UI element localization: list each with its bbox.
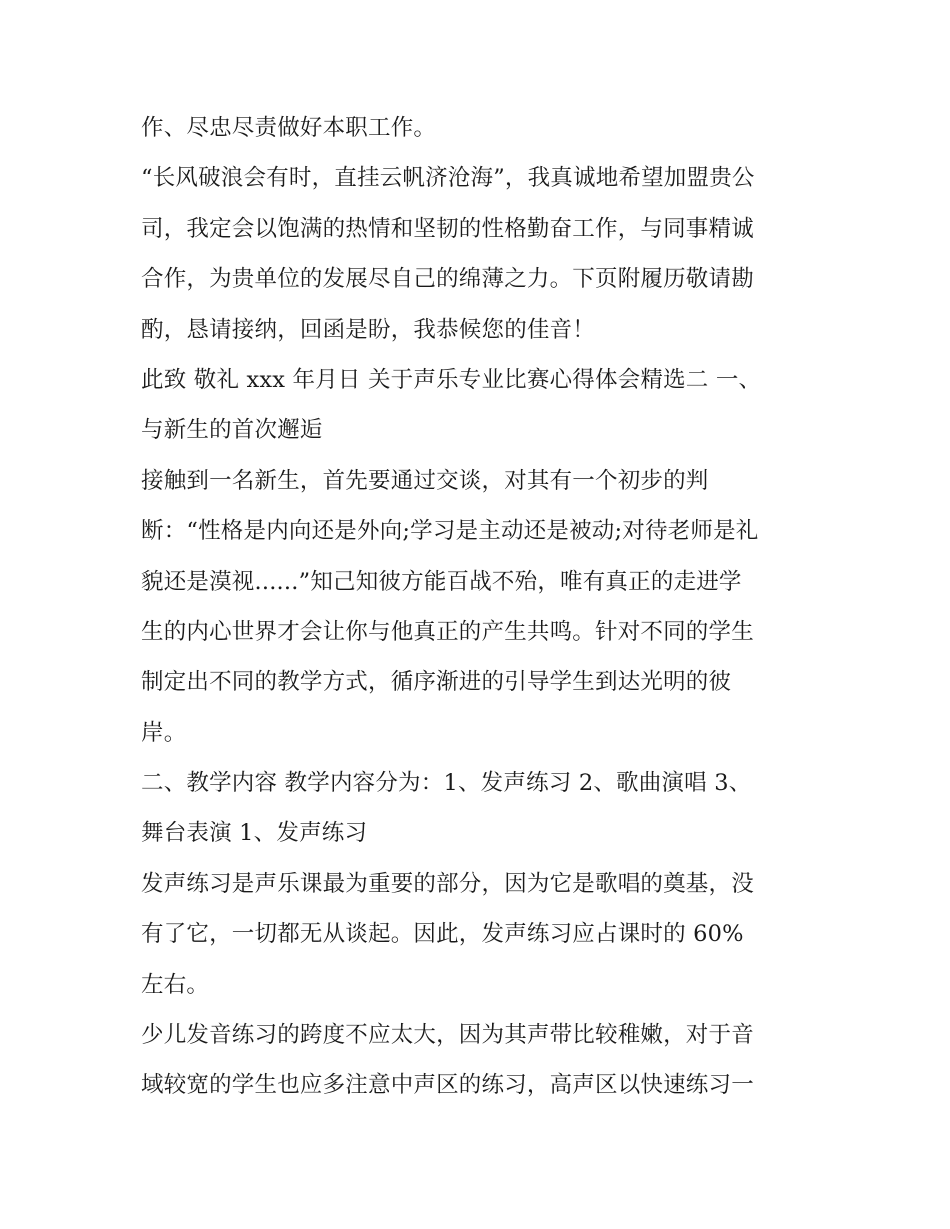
text-line: 酌，恳请接纳，回函是盼，我恭候您的佳音！ [141, 316, 596, 343]
text-line: 少儿发音练习的跨度不应太大，因为其声带比较稚嫩，对于音 [141, 1022, 754, 1049]
text-line: 发声练习是声乐课最为重要的部分，因为它是歌唱的奠基，没 [141, 870, 754, 897]
text-line: 有了它，一切都无从谈起。因此，发声练习应占课时的 60% [141, 921, 744, 948]
text-line: 接触到一名新生，首先要通过交谈，对其有一个初步的判 [141, 467, 709, 494]
text-line: 岸。 [141, 719, 187, 746]
paragraph [141, 763, 821, 864]
text-line: 二、教学内容 教学内容分为：1、发声练习 2、歌曲演唱 3、 [141, 770, 752, 797]
text-line: 貌还是漠视......”知己知彼方能百战不殆，唯有真正的走进学 [141, 568, 742, 595]
text-line: 司，我定会以饱满的热情和坚韧的性格勤奋工作，与同事精诚 [141, 215, 754, 242]
text-line: 与新生的首次邂逅 [141, 417, 323, 444]
text-line: 生的内心世界才会让你与他真正的产生共鸣。针对不同的学生 [141, 618, 754, 645]
paragraph [141, 108, 821, 158]
text-line: 此致 敬礼 xxx 年月日 关于声乐专业比赛心得体会精选二 一、 [141, 366, 762, 393]
text-line: 左右。 [141, 971, 210, 998]
text-line: 域较宽的学生也应多注意中声区的练习，高声区以快速练习一 [141, 1072, 754, 1099]
text-line: 作、尽忠尽责做好本职工作。 [141, 115, 437, 141]
paragraph [141, 864, 821, 1015]
text-line: 舞台表演 1、发声练习 [141, 820, 368, 847]
text-line: “长风破浪会有时，直挂云帆济沧海”，我真诚地希望加盟贵公 [141, 165, 755, 192]
paragraph [141, 158, 821, 360]
paragraph [141, 461, 821, 763]
document-body [141, 108, 821, 1116]
paragraph [141, 360, 821, 461]
text-line: 制定出不同的教学方式，循序渐进的引导学生到达光明的彼 [141, 669, 732, 696]
text-line: 断：“性格是内向还是外向;学习是主动还是被动;对待老师是礼 [141, 518, 759, 545]
text-line: 合作，为贵单位的发展尽自己的绵薄之力。下页附履历敬请勘 [141, 266, 754, 293]
paragraph [141, 1015, 821, 1116]
